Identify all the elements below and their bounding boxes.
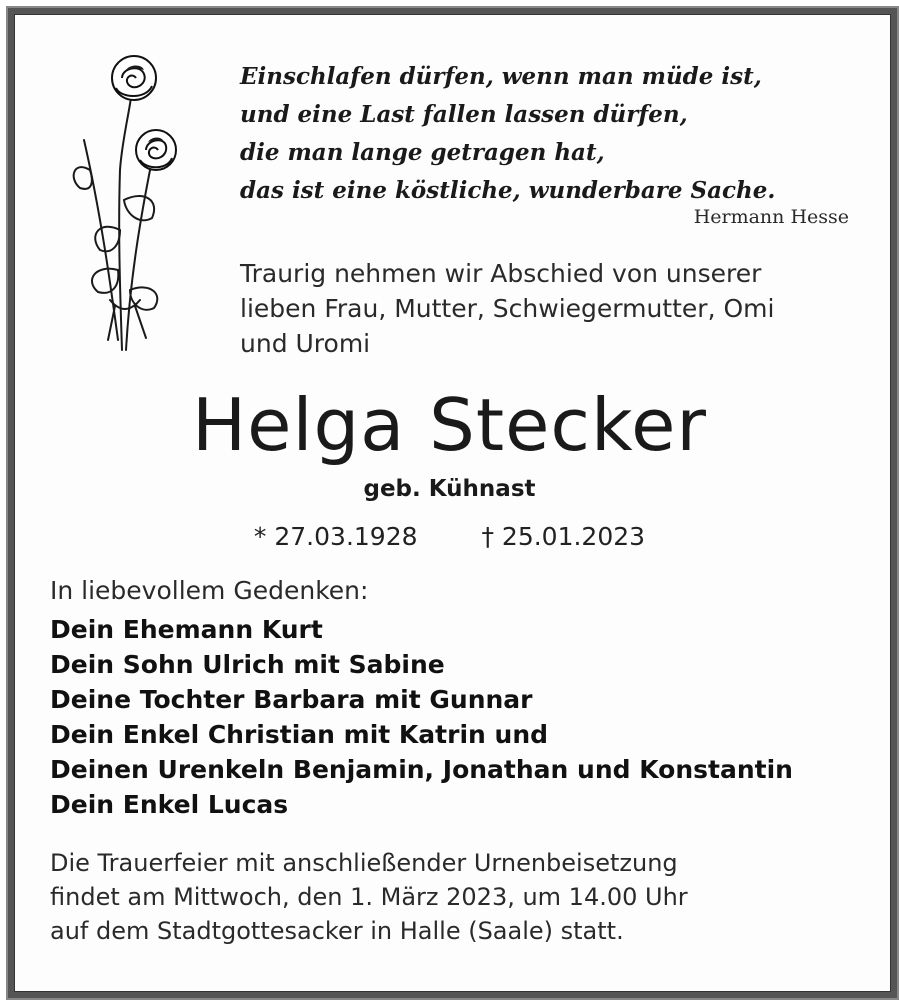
intro-line: lieben Frau, Mutter, Schwiegermutter, Omi xyxy=(240,294,775,323)
mourner: Deine Tochter Barbara mit Gunnar xyxy=(50,685,533,714)
intro-line: Traurig nehmen wir Abschied von unserer xyxy=(240,259,762,288)
service-info xyxy=(50,846,688,948)
poem-line: die man lange getragen hat, xyxy=(240,139,605,166)
mourner: Deinen Urenkeln Benjamin, Jonathan und Konstantin xyxy=(50,755,793,784)
intro-text xyxy=(240,256,774,361)
poem-line: und eine Last fallen lassen dürfen, xyxy=(240,101,688,128)
service-line: findet am Mittwoch, den 1. März 2023, um 14.00 Uhr xyxy=(50,883,688,911)
service-line: auf dem Stadtgottesacker in Halle (Saale) statt. xyxy=(50,917,624,945)
birth-date: * 27.03.1928 xyxy=(253,522,418,551)
poem-line: das ist eine köstliche, wunderbare Sache. xyxy=(240,177,776,204)
poem-line: Einschlafen dürfen, wenn man müde ist, xyxy=(240,63,762,90)
mourner: Dein Enkel Lucas xyxy=(50,790,289,819)
mourner: Dein Enkel Christian mit Katrin und xyxy=(50,720,549,749)
service-line: Die Trauerfeier mit anschließender Urnenbeisetzung xyxy=(50,849,678,877)
poem xyxy=(240,58,775,210)
life-dates xyxy=(0,522,899,551)
intro-line: und Uromi xyxy=(240,329,371,358)
mourner: Dein Sohn Ulrich mit Sabine xyxy=(50,650,445,679)
death-date: † 25.01.2023 xyxy=(481,522,646,551)
memory-heading: In liebevollem Gedenken: xyxy=(50,576,369,605)
poem-author: Hermann Hesse xyxy=(693,206,849,228)
rose-bouquet-icon xyxy=(60,50,200,360)
deceased-name: Helga Stecker xyxy=(192,383,707,467)
mourners-list xyxy=(50,612,793,822)
mourner: Dein Ehemann Kurt xyxy=(50,615,323,644)
maiden-name: geb. Kühnast xyxy=(363,476,536,502)
